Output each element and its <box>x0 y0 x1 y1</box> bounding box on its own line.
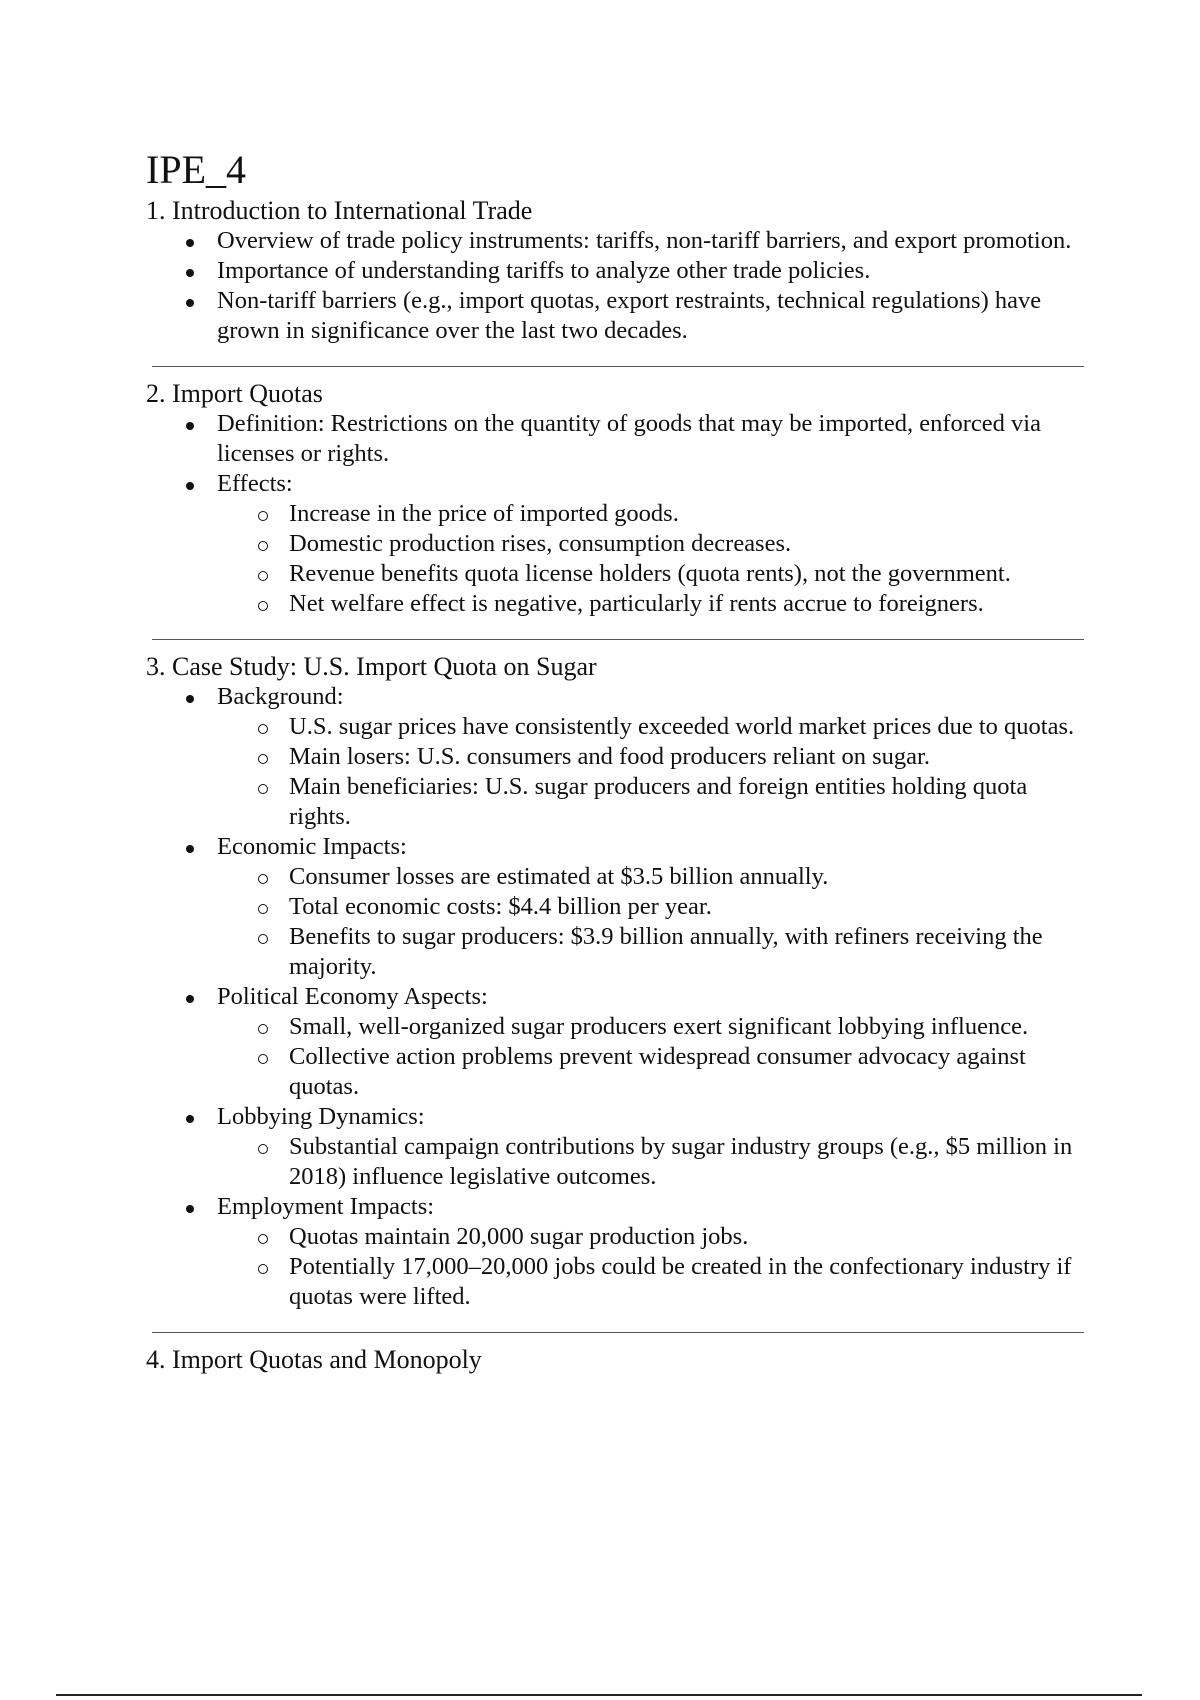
bullet-item <box>146 286 1086 346</box>
sub-bullet-list <box>217 1132 1086 1192</box>
bullet-text: Effects: <box>217 470 293 497</box>
sub-bullet-text: Small, well-organized sugar producers exert significant lobbying influence. <box>289 1013 1029 1040</box>
sub-bullet-item <box>146 1042 1086 1102</box>
section-divider <box>152 366 1084 367</box>
section-heading: 3. Case Study: U.S. Import Quota on Sugar <box>146 652 597 681</box>
document <box>146 146 1086 1375</box>
sub-bullet-text: Increase in the price of imported goods. <box>289 500 679 527</box>
sub-bullet-list <box>217 712 1086 832</box>
sub-bullet-text: Benefits to sugar producers: $3.9 billion annually, with refiners receiving the majority. <box>289 923 1043 980</box>
sub-bullet-item <box>146 712 1086 742</box>
sub-bullet-item <box>146 1222 1086 1252</box>
bullet-item <box>146 469 1086 619</box>
section-4 <box>146 1345 1086 1375</box>
bullet-list <box>146 409 1086 619</box>
section-heading: 4. Import Quotas and Monopoly <box>146 1345 482 1374</box>
sub-bullet-item <box>146 499 1086 529</box>
document-sections <box>146 196 1086 1375</box>
sub-bullet-item <box>146 589 1086 619</box>
section-1 <box>146 196 1086 367</box>
bullet-item <box>146 982 1086 1102</box>
sub-bullet-list <box>217 1012 1086 1102</box>
section-divider <box>152 1332 1084 1333</box>
section-3 <box>146 652 1086 1333</box>
bullet-text: Employment Impacts: <box>217 1193 435 1220</box>
sub-bullet-list <box>217 499 1086 619</box>
sub-bullet-text: Total economic costs: $4.4 billion per year. <box>289 893 712 920</box>
sub-bullet-item <box>146 559 1086 589</box>
sub-bullet-item <box>146 529 1086 559</box>
sub-bullet-text: Main losers: U.S. consumers and food producers reliant on sugar. <box>289 743 930 770</box>
sub-bullet-item <box>146 922 1086 982</box>
sub-bullet-text: U.S. sugar prices have consistently exceeded world market prices due to quotas. <box>289 713 1075 740</box>
sub-bullet-text: Revenue benefits quota license holders (quota rents), not the government. <box>289 560 1011 587</box>
sub-bullet-item <box>146 742 1086 772</box>
section-heading: 1. Introduction to International Trade <box>146 196 533 225</box>
sub-bullet-list <box>217 1222 1086 1312</box>
bullet-item <box>146 682 1086 832</box>
bullet-text: Importance of understanding tariffs to analyze other trade policies. <box>217 257 871 284</box>
sub-bullet-text: Collective action problems prevent widespread consumer advocacy against quotas. <box>289 1043 1026 1100</box>
sub-bullet-text: Net welfare effect is negative, particularly if rents accrue to foreigners. <box>289 590 984 617</box>
sub-bullet-text: Potentially 17,000–20,000 jobs could be created in the confectionary industry if quotas were lifted. <box>289 1253 1072 1310</box>
bullet-text: Overview of trade policy instruments: tariffs, non-tariff barriers, and export promotion. <box>217 227 1072 254</box>
sub-bullet-text: Main beneficiaries: U.S. sugar producers and foreign entities holding quota rights. <box>289 773 1028 830</box>
section-heading: 2. Import Quotas <box>146 379 323 408</box>
bullet-text: Non-tariff barriers (e.g., import quotas, export restraints, technical regulations) have grown in significance over the last two decades. <box>217 287 1042 344</box>
bullet-item <box>146 1192 1086 1312</box>
bullet-text: Political Economy Aspects: <box>217 983 488 1010</box>
bullet-item <box>146 226 1086 256</box>
sub-bullet-item <box>146 1012 1086 1042</box>
sub-bullet-item <box>146 772 1086 832</box>
section-2 <box>146 379 1086 640</box>
sub-bullet-item <box>146 1252 1086 1312</box>
bullet-text: Lobbying Dynamics: <box>217 1103 425 1130</box>
bullet-item <box>146 1102 1086 1192</box>
section-divider <box>152 639 1084 640</box>
sub-bullet-text: Substantial campaign contributions by sugar industry groups (e.g., $5 million in 2018) influence legislative outcomes. <box>289 1133 1073 1190</box>
sub-bullet-item <box>146 1132 1086 1192</box>
sub-bullet-text: Quotas maintain 20,000 sugar production jobs. <box>289 1223 749 1250</box>
sub-bullet-item <box>146 862 1086 892</box>
bullet-item <box>146 832 1086 982</box>
bullet-text: Definition: Restrictions on the quantity of goods that may be imported, enforced via licenses or rights. <box>217 410 1041 467</box>
document-title: IPE_4 <box>146 147 246 192</box>
sub-bullet-item <box>146 892 1086 922</box>
bullet-list <box>146 226 1086 346</box>
sub-bullet-text: Consumer losses are estimated at $3.5 billion annually. <box>289 863 829 890</box>
bullet-item <box>146 409 1086 469</box>
sub-bullet-list <box>217 862 1086 982</box>
page-bottom-rule <box>56 1694 1142 1696</box>
bullet-item <box>146 256 1086 286</box>
bullet-text: Economic Impacts: <box>217 833 407 860</box>
bullet-list <box>146 682 1086 1312</box>
bullet-text: Background: <box>217 683 344 710</box>
sub-bullet-text: Domestic production rises, consumption decreases. <box>289 530 792 557</box>
